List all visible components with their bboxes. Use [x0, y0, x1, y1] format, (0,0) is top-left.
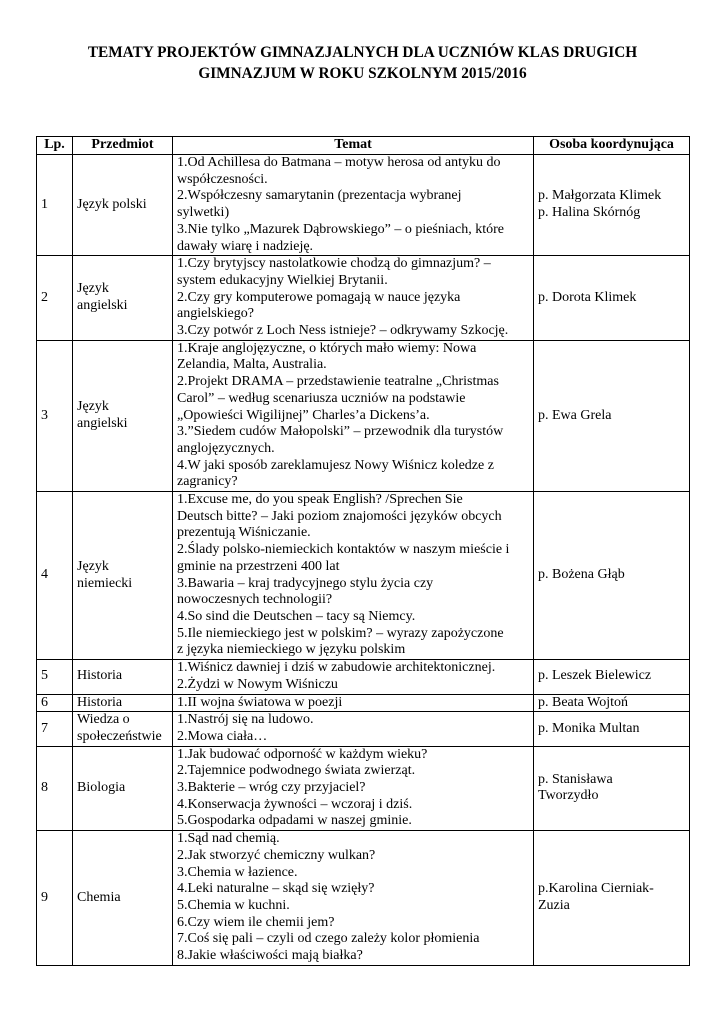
table-row	[37, 492, 690, 660]
row-number: 1	[37, 155, 73, 256]
topic-line: 1.Excuse me, do you speak English? /Sprechen Sie	[177, 492, 463, 508]
coordinator-line: p.Karolina Cierniak-	[538, 881, 654, 897]
subject-cell	[73, 492, 173, 660]
topic-line: Deutsch bitte? – Jaki poziom znajomości języków obcych	[177, 508, 502, 524]
topic-line: Zelandia, Malta, Australia.	[177, 357, 327, 373]
topic-line: 2.Czy gry komputerowe pomagają w nauce języka	[177, 289, 461, 305]
subject-line: społeczeństwie	[77, 728, 162, 744]
topic-cell	[173, 155, 534, 256]
row-number: 3	[37, 340, 73, 491]
topic-line: 1.Sąd nad chemią.	[177, 831, 280, 847]
project-topics-table	[36, 136, 690, 966]
coordinator-cell	[534, 712, 690, 746]
row-number: 6	[37, 694, 73, 712]
topic-cell	[173, 660, 534, 694]
topic-cell	[173, 831, 534, 966]
row-number: 8	[37, 746, 73, 831]
topic-line: prezentują Wiśniczanie.	[177, 525, 311, 541]
topic-cell	[173, 340, 534, 491]
topic-line: 5.Gospodarka odpadami w naszej gminie.	[177, 813, 412, 829]
coordinator-line: p. Małgorzata Klimek	[538, 188, 662, 204]
subject-cell	[73, 256, 173, 341]
topic-line: 2.Ślady polsko-niemieckich kontaktów w naszym mieście i	[177, 542, 510, 558]
topic-line: gminie na przestrzeni 400 lat	[177, 558, 340, 574]
topic-line: 4.W jaki sposób zareklamujesz Nowy Wiśnicz koledze z	[177, 457, 494, 473]
topic-line: z języka niemieckiego w języku polskim	[177, 642, 406, 658]
coordinator-cell	[534, 340, 690, 491]
header-topic: Temat	[173, 137, 534, 155]
topic-line: 2.Tajemnice podwodnego świata zwierząt.	[177, 763, 416, 779]
subject-line: Biologia	[77, 780, 126, 796]
title-line: GIMNAZJUM W ROKU SZKOLNYM 2015/2016	[198, 65, 527, 82]
topic-line: 1.Jak budować odporność w każdym wieku?	[177, 746, 428, 762]
topic-cell	[173, 712, 534, 746]
coordinator-cell	[534, 492, 690, 660]
subject-line: Historia	[77, 694, 123, 710]
coordinator-cell	[534, 694, 690, 712]
topic-line: anglojęzycznych.	[177, 440, 275, 456]
table-row	[37, 746, 690, 831]
topic-line: Carol” – według scenariusza uczniów na podstawie	[177, 390, 466, 406]
coordinator-line: p. Halina Skórnóg	[538, 205, 641, 221]
topic-line: 3.Czy potwór z Loch Ness istnieje? – odkrywamy Szkocję.	[177, 323, 509, 339]
topic-line: 2.Jak stworzyć chemiczny wulkan?	[177, 847, 376, 863]
coordinator-cell	[534, 660, 690, 694]
table-body	[37, 155, 690, 966]
topic-line: 3.Chemia w łazience.	[177, 864, 298, 880]
topic-line: „Opowieści Wigilijnej” Charles’a Dickens’a.	[177, 407, 430, 423]
topic-line: angielskiego?	[177, 306, 254, 322]
topic-cell	[173, 746, 534, 831]
topic-line: 2.Projekt DRAMA – przedstawienie teatralne „Christmas	[177, 374, 499, 390]
topic-cell	[173, 256, 534, 341]
table-row	[37, 712, 690, 746]
subject-line: angielski	[77, 297, 128, 313]
row-number: 4	[37, 492, 73, 660]
row-number: 5	[37, 660, 73, 694]
topic-line: 1.Czy brytyjscy nastolatkowie chodzą do gimnazjum? –	[177, 256, 491, 272]
coordinator-cell	[534, 155, 690, 256]
table-row	[37, 155, 690, 256]
topic-line: 7.Coś się pali – czyli od czego zależy kolor płomienia	[177, 931, 480, 947]
table-row	[37, 340, 690, 491]
coordinator-line: p. Dorota Klimek	[538, 289, 637, 305]
coordinator-line: p. Monika Multan	[538, 720, 640, 736]
coordinator-cell	[534, 256, 690, 341]
topic-line: 1.Nastrój się na ludowo.	[177, 712, 314, 728]
subject-cell	[73, 694, 173, 712]
coordinator-cell	[534, 831, 690, 966]
topic-line: współczesności.	[177, 171, 268, 187]
coordinator-line: p. Bożena Głąb	[538, 567, 625, 583]
topic-line: 1.II wojna światowa w poezji	[177, 694, 343, 710]
topic-line: 1.Wiśnicz dawniej i dziś w zabudowie architektonicznej.	[177, 660, 496, 676]
subject-cell	[73, 155, 173, 256]
topic-line: 5.Ile niemieckiego jest w polskim? – wyrazy zapożyczone	[177, 625, 504, 641]
coordinator-line: p. Leszek Bielewicz	[538, 668, 652, 684]
table-row	[37, 660, 690, 694]
title-line: TEMATY PROJEKTÓW GIMNAZJALNYCH DLA UCZNIÓW KLAS DRUGICH	[87, 44, 638, 61]
coordinator-line: p. Beata Wojtoń	[538, 694, 628, 710]
coordinator-line: Tworzydło	[538, 788, 599, 804]
subject-line: Język polski	[77, 196, 147, 212]
coordinator-line: p. Stanisława	[538, 771, 613, 787]
topic-line: 8.Jakie właściwości mają białka?	[177, 948, 363, 964]
header-row	[37, 137, 690, 155]
row-number: 7	[37, 712, 73, 746]
coordinator-line: Zuzia	[538, 897, 570, 913]
topic-line: 1.Kraje anglojęzyczne, o których mało wiemy: Nowa	[177, 340, 477, 356]
topic-line: zagranicy?	[177, 474, 238, 490]
topic-line: sylwetki)	[177, 205, 230, 221]
topic-cell	[173, 492, 534, 660]
topic-line: 4.Leki naturalne – skąd się wzięły?	[177, 881, 375, 897]
subject-line: Język	[77, 399, 109, 415]
row-number: 2	[37, 256, 73, 341]
topic-line: 3.Nie tylko „Mazurek Dąbrowskiego” – o pieśniach, które	[177, 221, 504, 237]
subject-line: Chemia	[77, 889, 121, 905]
subject-cell	[73, 340, 173, 491]
topic-line: 2.Żydzi w Nowym Wiśniczu	[177, 676, 338, 692]
topic-line: 2.Mowa ciała…	[177, 728, 268, 744]
header-lp: Lp.	[37, 137, 73, 155]
subject-cell	[73, 831, 173, 966]
subject-line: Język	[77, 558, 109, 574]
header-subject: Przedmiot	[73, 137, 173, 155]
topic-line: 1.Od Achillesa do Batmana – motyw herosa od antyku do	[177, 155, 501, 170]
subject-line: niemiecki	[77, 575, 133, 591]
document-title	[36, 42, 689, 84]
subject-cell	[73, 660, 173, 694]
topic-line: 4.Konserwacja żywności – wczoraj i dziś.	[177, 796, 413, 812]
subject-cell	[73, 712, 173, 746]
subject-cell	[73, 746, 173, 831]
topic-line: 3.Bawaria – kraj tradycyjnego stylu życia czy	[177, 575, 434, 591]
topic-line: 5.Chemia w kuchni.	[177, 897, 290, 913]
coordinator-line: p. Ewa Grela	[538, 407, 612, 423]
table-row	[37, 694, 690, 712]
topic-line: nowoczesnych technologii?	[177, 592, 333, 608]
topic-line: 2.Współczesny samarytanin (prezentacja wybranej	[177, 188, 462, 204]
subject-line: Wiedza o	[77, 712, 130, 728]
topic-line: system edukacyjny Wielkiej Brytanii.	[177, 272, 388, 288]
topic-cell	[173, 694, 534, 712]
topic-line: 4.So sind die Deutschen – tacy są Niemcy.	[177, 608, 416, 624]
topic-line: dawały wiarę i nadzieję.	[177, 238, 314, 254]
subject-line: angielski	[77, 415, 128, 431]
table-header	[37, 137, 690, 155]
row-number: 9	[37, 831, 73, 966]
topic-line: 3.Bakterie – wróg czy przyjaciel?	[177, 780, 366, 796]
topic-line: 6.Czy wiem ile chemii jem?	[177, 914, 335, 930]
topic-line: 3.”Siedem cudów Małopolski” – przewodnik dla turystów	[177, 424, 504, 440]
table-row	[37, 256, 690, 341]
coordinator-cell	[534, 746, 690, 831]
header-coordinator: Osoba koordynująca	[534, 137, 690, 155]
subject-line: Język	[77, 281, 109, 297]
subject-line: Historia	[77, 668, 123, 684]
table-row	[37, 831, 690, 966]
